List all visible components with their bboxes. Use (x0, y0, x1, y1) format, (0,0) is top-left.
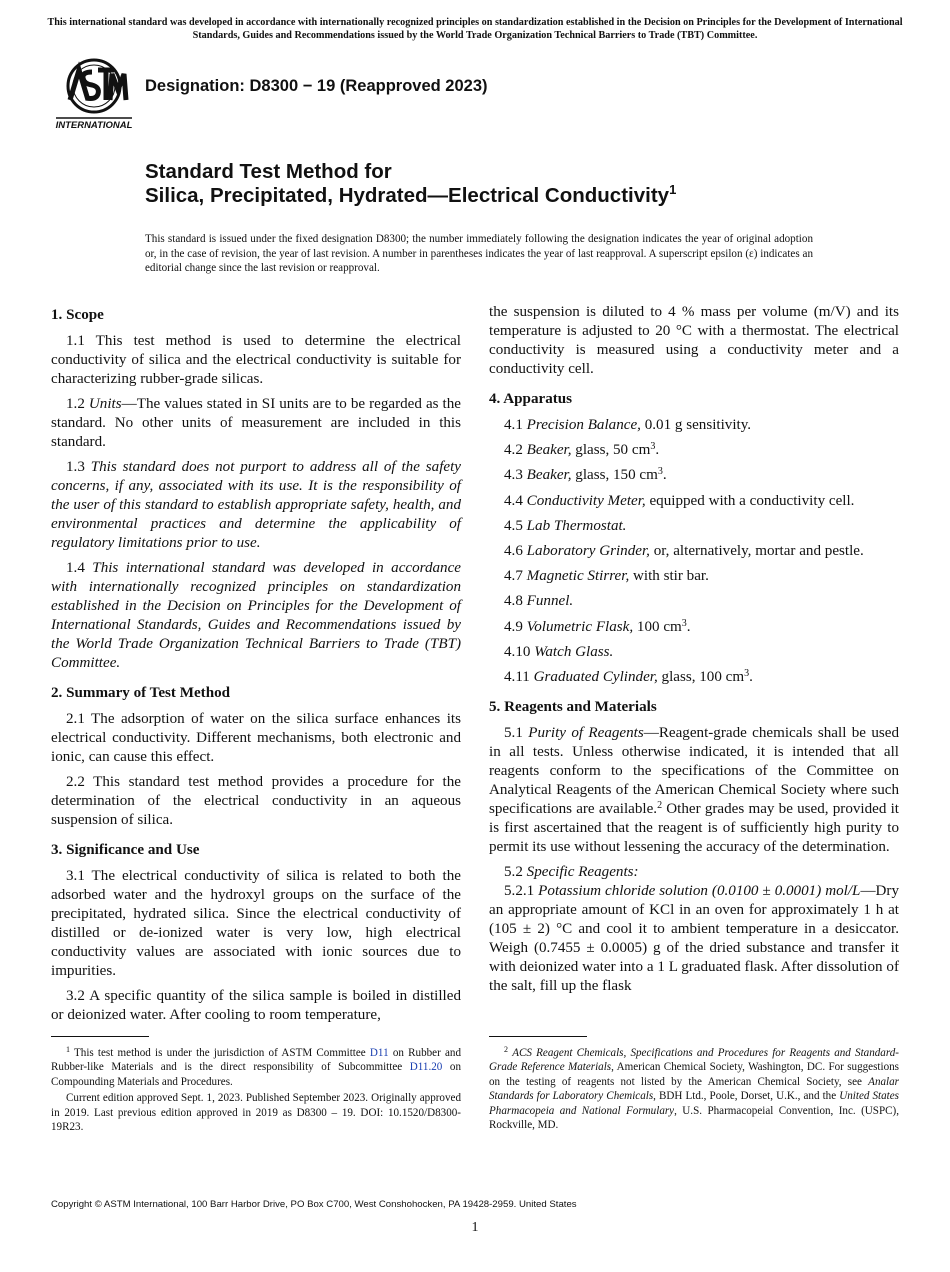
scope-p3: 1.3 This standard does not purport to address all of the safety concerns, if any, associated with its use. It is the responsibility of the user of this standard to establish appropriate safety, health, and environmental practices and determine the applicability of regulatory limitations prior to use. (51, 459, 461, 551)
significance-heading: 3. Significance and Use (51, 842, 200, 858)
scope-p2: 1.2 Units—The values stated in SI units are to be regarded as the standard. No other units of measurement are included in this standard. (51, 396, 461, 450)
footnote-rule-right (489, 1036, 587, 1037)
apparatus-item: 4.10 Watch Glass. (504, 643, 614, 660)
summary-p2: 2.2 This standard test method provides a procedure for the determination of the electrical conductivity in an aqueous suspension of silica. (51, 774, 461, 828)
apparatus-item: 4.5 Lab Thermostat. (504, 517, 627, 534)
document-title (145, 160, 676, 210)
apparatus-item: 4.3 Beaker, glass, 150 $cm^3$. (504, 466, 667, 484)
footnote-rule-left (51, 1036, 149, 1037)
footnote-ref-2: 2 (657, 799, 663, 811)
title-line-1: Standard Test Method for (145, 160, 392, 183)
copyright: Copyright © ASTM International, 100 Barr Harbor Drive, PO Box C700, West Conshohocken, PA 19428-2959. United States (51, 1199, 577, 1210)
apparatus-item: 4.6 Laboratory Grinder, or, alternatively, mortar and pestle. (504, 542, 864, 559)
apparatus-item: 4.11 Graduated Cylinder, glass, 100 $cm^3$. (504, 667, 753, 685)
reagents-p3: 5.2.1 Potassium chloride solution (0.0100 ± 0.0001) mol/L—Dry an appropriate amount of KCl in an oven for approximately 1 h at (105 ± 2) °C and cool it to ambient temperature in a desiccator. Weigh (0.7455 ± 0.0005) g of the dried substance and transfer it with deionized water into a 1 L graduated flask. After dissolution of the salt, fill up the flask (489, 882, 900, 994)
apparatus-item: 4.9 Volumetric Flask, 100 $cm^3$. (504, 617, 691, 635)
link-d11[interactable]: D11 (369, 1047, 389, 1059)
scope-p4: 1.4 This international standard was developed in accordance with internationally recognized principles on standardization established in the Decision on Principles for the Development of International Standards, Guides and Recommendations issued by the World Trade Organization Technical Barriers to Trade (TBT) Committee. (51, 560, 461, 671)
apparatus-heading: 4. Apparatus (489, 391, 573, 407)
significance-p2: 3.2 A specific quantity of the silica sample is boiled in distilled or deionized water. After cooling to room temperature, (51, 988, 461, 1023)
scope-p1: 1.1 This test method is used to determine the electrical conductivity of silica and the electrical conductivity is suitable for characterizing rubber-grade silicas. (51, 333, 461, 387)
page-number: 1 (471, 1220, 479, 1235)
scope-heading: 1. Scope (51, 307, 104, 323)
designation: Designation: D8300 − 19 (Reapproved 2023) (145, 77, 488, 95)
astm-logo (52, 56, 136, 132)
significance-p1: 3.1 The electrical conductivity of silica is related to both the adsorbed water and the hydroxyl groups on the surface of the precipitated, hydrated silica. Since the electrical conductivity of distilled or de-ionized water is very low, high electrical conductivity values are associated with ionic sources due to impurities. (51, 868, 461, 979)
summary-p1: 2.1 The adsorption of water on the silica surface enhances its electrical conductivity. Different mechanisms, both electronic and ionic, can cause this effect. (51, 711, 461, 765)
apparatus-item: 4.8 Funnel. (504, 593, 574, 610)
significance-p2-continued: the suspension is diluted to 4 % mass per volume (m/V) and its temperature is adjusted to 20 °C with a thermostat. The electrical conductivity is measured using a conductivity meter and a conductivity cell. (489, 304, 899, 377)
apparatus-list (489, 416, 899, 687)
footnote-2: $^2$ ACS Reagent Chemicals, Specifications and Procedures for Reagents and Standard-Grade Reference Materials, American Chemical Society, Washington, DC. For suggestions on the testing of reagents not listed by the American Chemical Society, see Analar Standards for Laboratory Chemicals, BDH Ltd., Poole, Dorset, U.K., and the United States Pharmacopeia and National Formulary, U.S. Pharmacopeial Convention, Inc. (USPC), Rockville, MD. (489, 1045, 900, 1132)
reagents-heading: 5. Reagents and Materials (489, 698, 657, 715)
apparatus-item: 4.4 Conductivity Meter, equipped with a conductivity cell. (504, 492, 855, 509)
apparatus-item: 4.1 Precision Balance, 0.01 g sensitivity. (504, 417, 752, 433)
title-line-2: Silica, Precipitated, Hydrated—Electrical Conductivity$^1$ (145, 182, 677, 207)
reagents-p2: 5.2 Specific Reagents: (504, 863, 639, 880)
apparatus-item: 4.7 Magnetic Stirrer, with stir bar. (504, 568, 709, 585)
footnote-1-edition: Current edition approved Sept. 1, 2023. Published September 2023. Originally approved in 2019. Last previous edition approved in 2019 as D8300 – 19. DOI: 10.1520/D8300-19R23. (51, 1092, 461, 1134)
reagents-p1: 5.1 Purity of Reagents—Reagent-grade chemicals shall be used in all tests. Unless otherwise indicated, it is intended that all reagents conform to the specifications of the Committee on Analytical Reagents of the American Chemical Society where such specifications are available.$^2$ Other grades may be used, provided it is first ascertained that the reagent is of sufficiently high purity to permit its use without lessening the accuracy of the determination. (489, 724, 900, 855)
right-column (489, 303, 899, 1002)
logo-subtext: INTERNATIONAL (55, 120, 133, 131)
link-d11-20[interactable]: D11.20 (409, 1061, 443, 1074)
footnote-1: $^1$ This test method is under the jurisdiction of ASTM Committee D11 on Rubber and Rubber-like Materials and is the direct responsibility of Subcommittee D11.20 on Compounding Materials and Procedures. Current edition approved Sept. 1, 2023. Published September 2023. Originally approved in 2019. Last previous edition approved in 2019 as D8300 – 19. DOI: 10.1520/D8300-19R23. (51, 1045, 461, 1134)
abstract: This standard is issued under the fixed designation D8300; the number immediately following the designation indicates the year of original adoption or, in the case of revision, the year of last revision. A number in parentheses indicates the year of last reapproval. A superscript epsilon (ε) indicates an editorial change since the last revision or reapproval. (145, 233, 813, 274)
apparatus-item: 4.2 Beaker, glass, 50 $cm^3$. (504, 441, 660, 459)
title-footnote-mark: 1 (669, 182, 677, 197)
left-column (51, 306, 461, 1031)
header-note: This international standard was developed in accordance with internationally recognized principles on standardization established in the Decision on Principles for the Development of International Standards, Guides and Recommendations issued by the World Trade Organization Technical Barriers to Trade (TBT) Committee. (47, 17, 903, 41)
summary-heading: 2. Summary of Test Method (51, 685, 231, 701)
